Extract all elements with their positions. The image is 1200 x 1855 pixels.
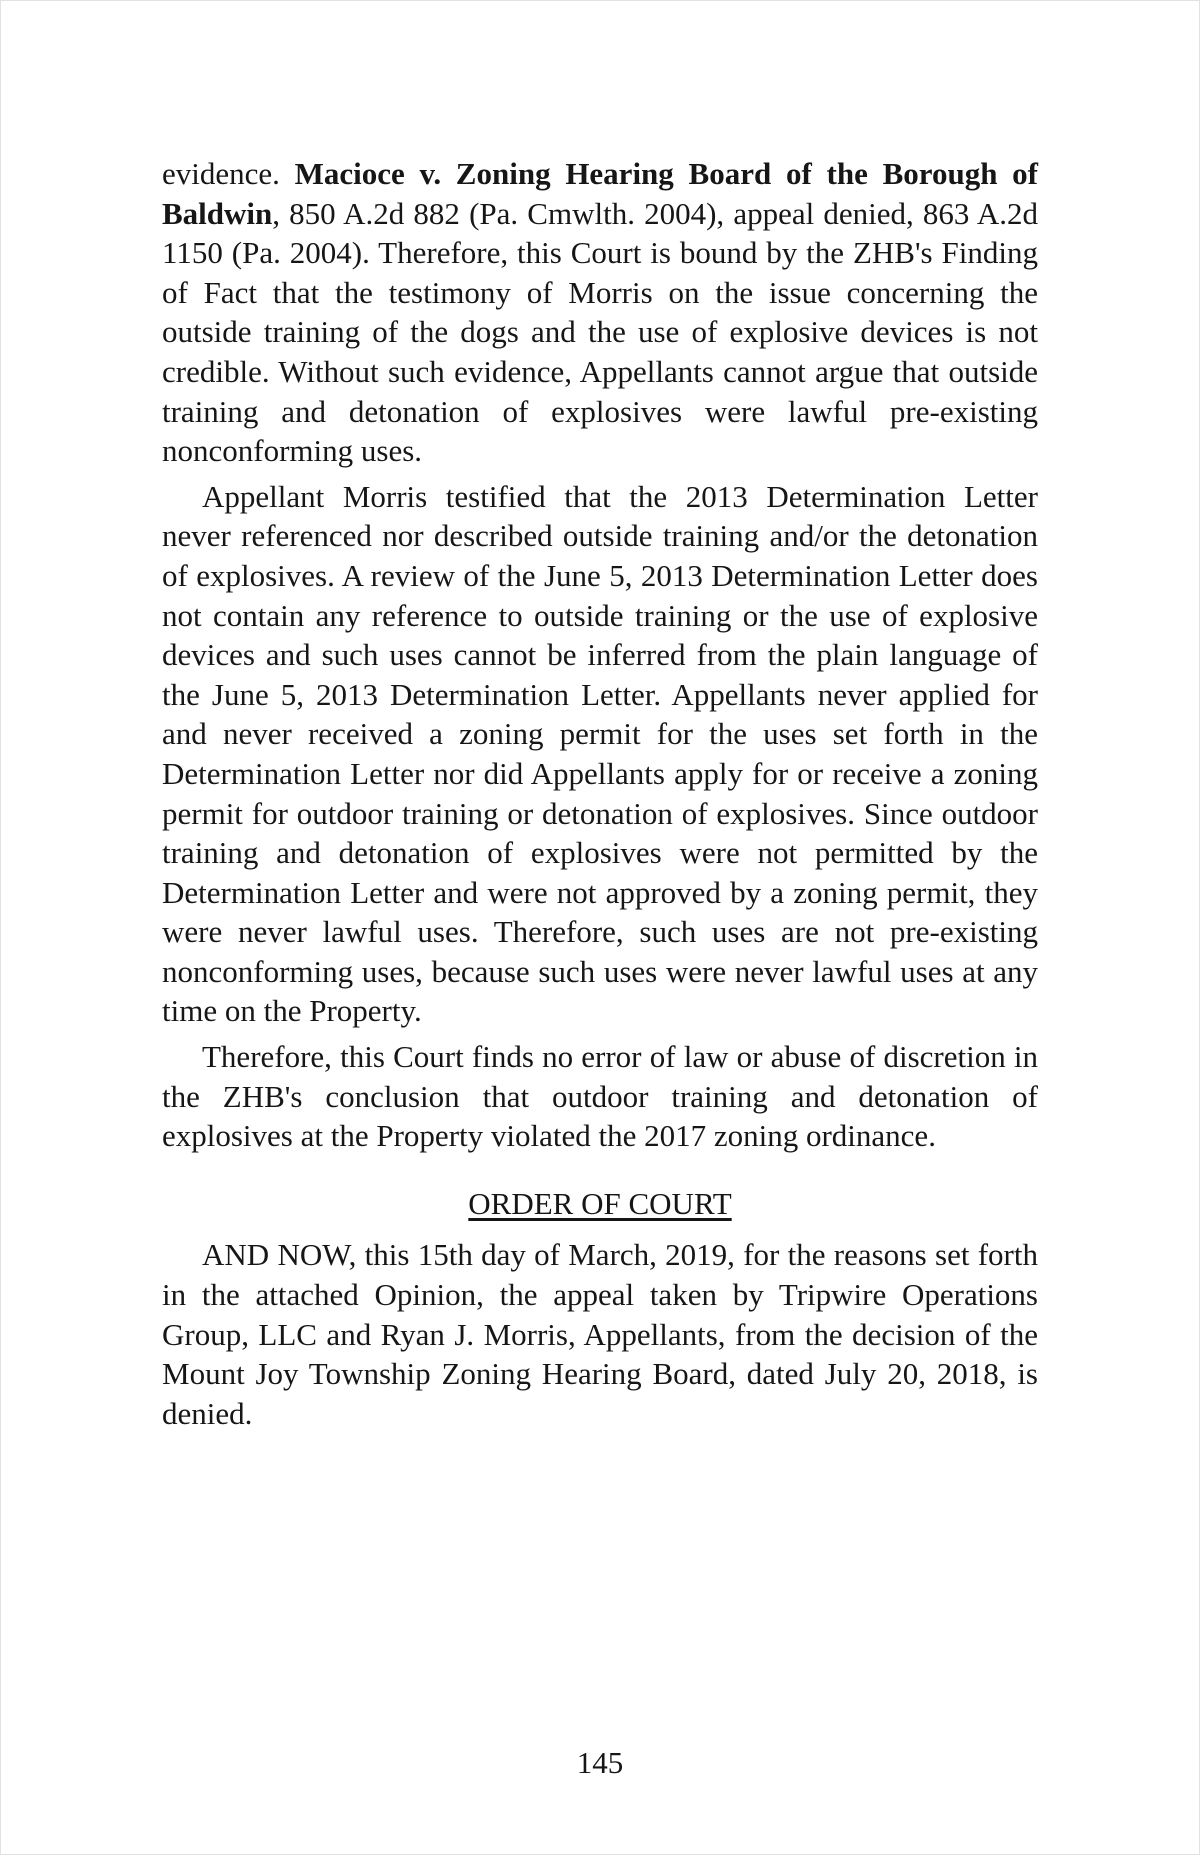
page-number: 145 (576, 1745, 624, 1780)
case-citation-name: Macioce v. Zoning Hearing Board of the Borough of Baldwin (162, 156, 1038, 231)
paragraph-conclusion: Therefore, this Court finds no error of law or abuse of discretion in the ZHB's conclusion that outdoor training and detonation of explosives at the Property violated the 2017 zoning ordinance. (162, 1039, 1038, 1154)
paragraph-evidence (162, 154, 1038, 471)
paragraph-determination-letter: Appellant Morris testified that the 2013 Determination Letter never referenced nor described outside training and/or the detonation of explosives. A review of the June 5, 2013 Determination Letter does not contain any reference to outside training or the use of explosive devices and such uses cannot be inferred from the plain language of the June 5, 2013 Determination Letter. Appellants never applied for and never received a zoning permit for the uses set forth in the Determination Letter nor did Appellants apply for or receive a zoning permit for outdoor training or detonation of explosives. Since outdoor training and detonation of explosives were not permitted by the Determination Letter and were not approved by a zoning permit, they were never lawful uses. Therefore, such uses are not pre-existing nonconforming uses, because such uses were never lawful uses at any time on the Property. (162, 478, 1038, 1029)
order-heading: ORDER OF COURT (468, 1185, 732, 1221)
paragraph-evidence-rest: , 850 A.2d 882 (Pa. Cmwlth. 2004), appeal denied, 863 A.2d 1150 (Pa. 2004). Therefore, this Court is bound by the ZHB's Finding of Fact that the testimony of Morris on the issue concerning the outside training of the dogs and the use of explosive devices is not credible. Without such evidence, Appellants cannot argue that outside training and detonation of explosives were lawful pre-existing nonconforming uses. (162, 195, 1038, 469)
order-paragraph: AND NOW, this 15th day of March, 2019, for the reasons set forth in the attached Opinion, the appeal taken by Tripwire Operations Group, LLC and Ryan J. Morris, Appellants, from the decision of the Mount Joy Township Zoning Hearing Board, dated July 20, 2018, is denied. (162, 1237, 1038, 1431)
paragraph-evidence-lead: evidence. (162, 156, 295, 191)
opinion-text (162, 154, 1038, 1439)
